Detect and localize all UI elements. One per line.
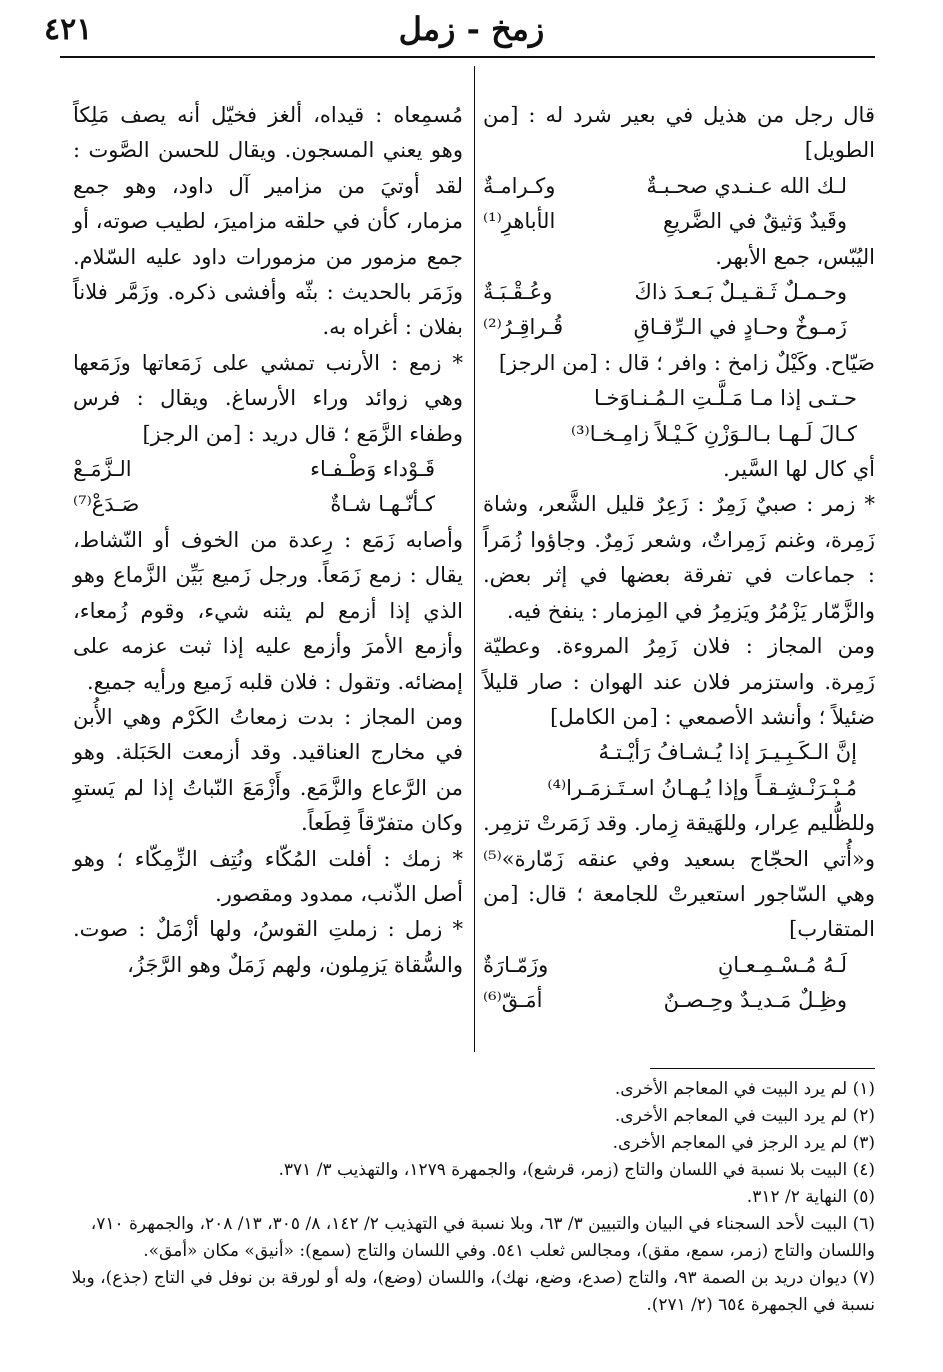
verse-hemistich: لَـهُ مُـسْـمِـعـانِ xyxy=(717,952,847,977)
paragraph: أي كال لها السَّير. xyxy=(723,457,875,482)
verse-hemistich: وظِـلٌ مَـديـدٌ وحِـصـنٌ xyxy=(663,988,847,1013)
paragraph: وللظُّليم عِرار، وللهَيقة زِمار. وقد زَمَرتْ تزمِر. و«أُتي الحجّاج بسعيد وفي عنقه زَمّارة»⁽⁵⁾ وهي السّاجور استعيرتْ للجامعة ؛ قال: [من المتقارب] xyxy=(483,811,875,942)
page-title: زمخ - زمل xyxy=(398,10,545,48)
footnote: (٦) البيت لأحد السجناء في البيان والتبيين ٣/ ٦٣، وبلا نسبة في التهذيب ٢/ ١٤٢، ٨/ ٣٠٥، ١٣/ ٢٠٨، والجمهرة ٧١٠، واللسان والتاج (زمر، سمع، مقق)، ومجالس ثعلب ٥٤١. وفي اللسان والتاج (سمع): «أنيق» مكان «أمق». xyxy=(90,1214,875,1261)
verse-line xyxy=(73,452,435,487)
rajaz-line: إنَّ الـكَـبِـيـرَ إذا يُـشـافُ رَأيْـتـهُ xyxy=(598,740,857,765)
verse-hemistich: صَـدَعْ⁽⁷⁾ xyxy=(73,492,140,517)
footnote: (٣) لم يرد الرجز في المعاجم الأخرى. xyxy=(612,1133,875,1153)
verse-line xyxy=(483,204,847,239)
verse-line xyxy=(483,169,847,204)
paragraph: صَيّاح. وكَيْلٌ زامخ : وافر ؛ قال : [من الرجز] xyxy=(498,350,875,375)
paragraph: اليُبّس، جمع الأبهر. xyxy=(715,244,875,269)
verse-hemistich: قُـراقِـرُ⁽²⁾ xyxy=(483,315,564,340)
footnote: (٧) ديوان دريد بن الصمة ٩٣، والتاج (صدع، وضع، نهك)، واللسان (وضع)، وله أو لورقة بن نوفل في التاج (جذع)، وبلا نسبة في الجمهرة ٦٥٤ (٢/ ٢٧١). xyxy=(71,1268,875,1315)
verse-hemistich: زَمـوخٌ وحـادٍ في الـرِّقـاقِ xyxy=(633,315,847,340)
paragraph: وأصابه زَمَع : رِعدة من الخوف أو النّشاط، يقال : زمع زَمَعاً. ورجل زَميع بَيِّن الزَّماع وهو الذي إذا أزمع لم يثنه شيء، وقوم زُمعاء، وأزمع الأمرَ وأزمع عليه إذا ثبت عزمه على إمضائه. وتقول : فلان قلبه زَميع ورأيه جميع. xyxy=(73,527,464,694)
column-divider xyxy=(474,66,475,1052)
rajaz-line: مُـبْـرَنْـشِـقـاً وإذا يُـهـانُ اسـتَـزمَـرا⁽⁴⁾ xyxy=(547,775,857,800)
header-rule xyxy=(60,56,875,58)
verse-hemistich: الأباهرِ⁽¹⁾ xyxy=(483,209,556,234)
left-column xyxy=(73,98,463,983)
footnote: (١) لم يرد البيت في المعاجم الأخرى. xyxy=(614,1079,875,1099)
paragraph: ومن المجاز : بدت زمعاتُ الكَرْم وهي الأُبن في مخارج العناقيد. وقد أزمعت الحَبَلة. وهو من الرَّعاع والزَّمَع. وأَزْمَعَ النّباتُ إذا لم يَستوِ وكان متفرّقاً قِطَعاً. xyxy=(73,704,463,836)
paragraph: قال رجل من هذيل في بعير شرد له : [من الطويل] xyxy=(483,103,875,163)
verse-hemistich: وزَمّـارَةٌ xyxy=(483,952,549,977)
verse-line xyxy=(483,310,847,345)
footnote: (٢) لم يرد البيت في المعاجم الأخرى. xyxy=(614,1106,875,1126)
verse-hemistich: وقَيدٌ وَثيقٌ في الضَّريعِ xyxy=(663,209,847,234)
verse-hemistich: كـأنّـهـا شـاةٌ xyxy=(330,492,435,517)
verse-hemistich: لـك الله عـنـدي صحـبـةٌ xyxy=(646,173,847,198)
verse-hemistich: الـزَّمَـعْ xyxy=(73,457,132,482)
rajaz-line: كـالَ لَـهـا بـالـوَزْنِ كَـيْـلاً زامِـخـا⁽³⁾ xyxy=(570,421,857,446)
page-number: ٤٢١ xyxy=(44,12,93,47)
footnotes xyxy=(70,1076,875,1319)
verse-line xyxy=(483,948,847,983)
rajaz-line: حـتـى إذا مـا مَـلَّـتِ الـمُـنـاوَخـا xyxy=(593,386,857,411)
paragraph: * زمر : صبيٌ زَمِرٌ : زَعِرٌ قليل الشَّعر، وشاة زَمِرة، وغنم زَمِراتٌ، وشعر زَمِرٌ. وجاؤوا زُمَراً : جماعات في تفرقة بعضها في إثر بعض. والزَّمّار يَزْمُرُ ويَزمِرُ في المِزمار : ينفخ فيه. xyxy=(483,492,875,623)
right-column xyxy=(483,98,875,1019)
footnote: (٤) البيت بلا نسبة في اللسان والتاج (زمر، قرشع)، والجمهرة ١٢٧٩، والتهذيب ٣/ ٣٧١. xyxy=(278,1160,875,1180)
paragraph: * زمك : أفلت المُكّاء ونُتِف الزِّمِكّاء ؛ وهو أصل الذّنب، ممدود ومقصور. xyxy=(73,846,463,906)
paragraph: ومن المجاز : فلان زَمِرُ المروءة. وعطيّة زَمِرة. واستزمر فلان عند الهوان : صار قليلاً ضئيلاً ؛ وأنشد الأصمعي : [من الكامل] xyxy=(483,634,875,729)
verse-line xyxy=(483,275,847,310)
footnote-rule xyxy=(650,1068,875,1069)
verse-hemistich: وحـمـلٌ ثَـقـيـلٌ بَـعـدَ ذاكَ xyxy=(634,280,847,305)
footnote: (٥) النهاية ٢/ ٣١٢. xyxy=(746,1187,875,1207)
verse-hemistich: وعُـقْـبَـةٌ xyxy=(483,280,553,305)
verse-hemistich: وكـرامـةٌ xyxy=(483,173,556,198)
verse-line xyxy=(483,983,847,1018)
paragraph: * زمل : زملتِ القوسُ، ولها أزْمَلٌ : صوت. والسُّقاة يَزمِلون، ولهم زَمَلٌ وهو الرَّجَزُ، xyxy=(73,917,463,977)
verse-hemistich: قَـوْداء وَطْـفـاء xyxy=(310,457,435,482)
verse-line xyxy=(73,487,435,522)
paragraph: مُسمِعاه : قيداه، ألغز فخيّل أنه يصف مَلِكاً وهو يعني المسجون. ويقال للحسن الصَّوت : لقد أوتيَ من مزامير آل داود، وهو جمع مزمار، كأن في حلقه مزاميرَ، لطيب صوته، أو جمع مزمور من مزمورات داود عليه السّلام. وزَمَر بالحديث : بثّه وأفشى ذكره. وزَمَّر فلاناً بفلان : أغراه به. xyxy=(73,103,463,340)
verse-hemistich: أمَـقّ⁽⁶⁾ xyxy=(483,988,543,1013)
paragraph: * زمع : الأرنب تمشي على زَمَعاتها وزَمَعها وهي زوائد وراء الأرساغ. ويقال : فرس وطفاء الزَّمَع ؛ قال دريد : [من الرجز] xyxy=(73,350,463,446)
